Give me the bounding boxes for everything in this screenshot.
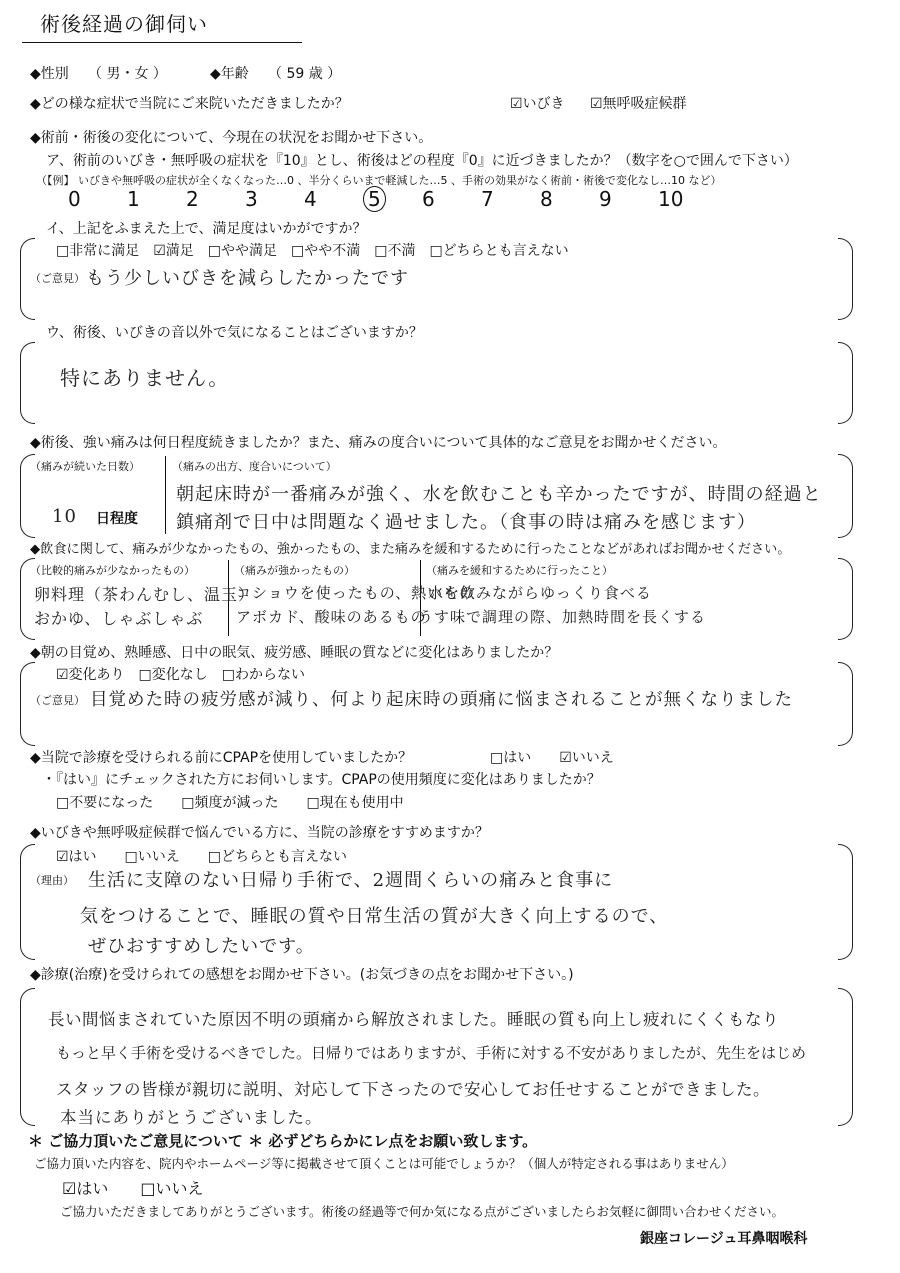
scale-8[interactable]: 8: [540, 187, 553, 211]
q10-line1[interactable]: 長い間悩まされていた原因不明の頭痛から解放されました。睡眠の質も向上し疲れにくくもなり: [48, 1010, 779, 1029]
q3-opinion-label: （ご意見）: [30, 272, 85, 285]
q3-question: イ、上記をふまえた上で、満足度はいかがですか？: [46, 221, 367, 237]
q5-detail-label: （痛みの出方、度合いについて）: [172, 460, 337, 473]
q4-bracket-right: [838, 342, 853, 424]
clinic-name: 銀座コレージュ耳鼻咽喉科: [640, 1231, 808, 1247]
q10-bracket-right: [838, 988, 853, 1126]
q5-divider: [165, 456, 166, 534]
q1-option-snoring[interactable]: ☑いびき: [510, 96, 565, 112]
q6-col2-line2[interactable]: アボカド、酸味のあるもの: [236, 608, 427, 626]
q6-bracket-right: [838, 558, 853, 640]
q3-opinion[interactable]: もう少しいびきを減らしたかったです: [86, 268, 409, 289]
q2-sub-a: ア、術前のいびき・無呼吸の症状を『10』とし、術後はどの程度『0』に近づきましたか？（数字を○で囲んで下さい）: [46, 153, 798, 169]
q10-line2[interactable]: もっと早く手術を受けるべきでした。日帰りではありますが、手術に対する不安がありましたが、先生をはじめ: [56, 1044, 807, 1062]
footer-thanks: ご協力いただきましてありがとうございます。術後の経過等で何か気になる点がございましたらお気軽に御問い合わせください。: [60, 1204, 785, 1219]
q5-detail-line1[interactable]: 朝起床時が一番痛みが強く、水を飲むことも辛かったですが、時間の経過と: [176, 484, 822, 505]
scale-2[interactable]: 2: [186, 187, 199, 211]
q6-col1-label: （比較的痛みが少なかったもの）: [30, 564, 195, 577]
title-underline: [22, 42, 302, 43]
q5-days-value[interactable]: 10: [52, 506, 77, 527]
q5-days-label: （痛みが続いた日数）: [30, 460, 140, 473]
footer-question: ご協力頂いた内容を、院内やホームページ等に掲載させて頂くことは可能でしょうか？（個人が特定される事はありません）: [34, 1156, 734, 1171]
q10-question: ◆診療(治療)を受けられての感想をお聞かせ下さい。(お気づきの点をお聞かせ下さい。): [30, 967, 574, 983]
footer-notice: ＊ ご協力頂いたご意見について ＊ 必ずどちらかにレ点をお願い致します。: [28, 1132, 538, 1150]
q9-reason-label: （理由）: [30, 874, 74, 887]
q9-bracket-left: [20, 844, 35, 960]
scale-4[interactable]: 4: [304, 187, 317, 211]
page-title: 術後経過の御伺い: [40, 12, 208, 36]
q6-col3-line1[interactable]: 水を飲みながらゆっくり食べる: [428, 584, 652, 602]
gender-label: ◆性別: [30, 66, 69, 82]
scale-6[interactable]: 6: [422, 187, 435, 211]
q1-option-apnea[interactable]: ☑無呼吸症候群: [590, 96, 687, 112]
q9-reason-line2[interactable]: 気をつけることで、睡眠の質や日常生活の質が大きく向上するので、: [80, 906, 669, 927]
scale-0[interactable]: 0: [68, 187, 81, 211]
q7-opinion[interactable]: 目覚めた時の疲労感が減り、何より起床時の頭痛に悩まされることが無くなりました: [90, 690, 793, 710]
q5-question: ◆術後、強い痛みは何日程度続きましたか？また、痛みの度合いについて具体的なご意見をお聞かせください。: [30, 435, 727, 451]
age-value[interactable]: （ 59 歳 ）: [268, 66, 342, 82]
q2-question: ◆術前・術後の変化について、今現在の状況をお聞かせ下さい。: [30, 130, 433, 146]
scale-3[interactable]: 3: [245, 187, 258, 211]
scale-1[interactable]: 1: [127, 187, 140, 211]
q9-reason-line3[interactable]: ぜひおすすめしたいです。: [88, 936, 315, 957]
q7-options[interactable]: ☑変化あり □変化なし □わからない: [56, 667, 306, 683]
q9-bracket-right: [838, 844, 853, 960]
q10-line4[interactable]: 本当にありがとうございました。: [60, 1108, 323, 1127]
q6-col1-line1[interactable]: 卵料理（茶わんむし、温玉）: [34, 585, 256, 604]
scale-9[interactable]: 9: [599, 187, 612, 211]
q1-question: ◆どの様な症状で当院にご来院いただきましたか？: [30, 96, 349, 112]
q9-question: ◆いびきや無呼吸症候群で悩んでいる方に、当院の診療をすすめますか？: [30, 825, 489, 841]
q6-col3-label: （痛みを緩和するために行ったこと）: [426, 564, 613, 577]
q9-reason-line1[interactable]: 生活に支障のない日帰り手術で、2週間くらいの痛みと食事に: [88, 870, 614, 891]
q9-options[interactable]: ☑はい □いいえ □どちらとも言えない: [56, 849, 348, 865]
q7-opinion-label: （ご意見）: [30, 694, 85, 707]
scale-7[interactable]: 7: [481, 187, 494, 211]
footer-options[interactable]: ☑はい □いいえ: [62, 1179, 204, 1198]
q6-col2-label: （痛みが強かったもの）: [234, 564, 355, 577]
q7-bracket-right: [838, 662, 853, 746]
q6-col3-line2[interactable]: うす味で調理の際、加熱時間を長くする: [418, 608, 707, 626]
age-label: ◆年齢: [210, 66, 249, 82]
q6-col1-line2[interactable]: おかゆ、しゃぶしゃぶ: [34, 609, 204, 628]
scale-5-circled: 5: [363, 186, 386, 212]
q10-line3[interactable]: スタッフの皆様が親切に説明、対応して下さったので安心してお任せすることができました。: [56, 1080, 770, 1099]
q2-scale: [68, 186, 717, 212]
q4-bracket-left: [20, 342, 35, 424]
q4-question: ウ、術後、いびきの音以外で気になることはございますか？: [46, 325, 423, 341]
q7-question: ◆朝の目覚め、熟睡感、日中の眠気、疲労感、睡眠の質などに変化はありましたか？: [30, 645, 559, 661]
q3-options[interactable]: □非常に満足 ☑満足 □やや満足 □やや不満 □不満 □どちらとも言えない: [56, 243, 569, 259]
q8-options[interactable]: □はい ☑いいえ: [490, 750, 614, 766]
scale-10[interactable]: 10: [658, 187, 684, 211]
q6-col2-line1[interactable]: コショウを使ったもの、熱いもの: [236, 584, 476, 602]
q5-bracket-right: [838, 454, 853, 538]
q3-bracket-right: [838, 238, 853, 320]
gender-value[interactable]: （ 男・女 ）: [88, 66, 167, 82]
q10-bracket-left: [20, 988, 35, 1126]
q4-answer[interactable]: 特にありません。: [60, 366, 230, 390]
q8-question: ◆当院で診療を受けられる前にCPAPを使用していましたか？: [30, 750, 413, 766]
q8-sub-options[interactable]: □不要になった □頻度が減った □現在も使用中: [56, 795, 404, 811]
q6-question: ◆飲食に関して、痛みが少なかったもの、強かったもの、また痛みを緩和するために行ったことなどがあればお聞かせください。: [30, 542, 791, 557]
q2-example: （【例】 いびきや無呼吸の症状が全くなくなった…0 、半分くらいまで軽減した…5 、手術の効果がなく術前・術後で変化なし…10 など）: [36, 174, 722, 187]
q5-days-unit: 日程度: [96, 511, 138, 527]
q8-sub-question: ・『はい』にチェックされた方にお伺いします。CPAPの使用頻度に変化はありましたか？: [42, 772, 601, 788]
q5-detail-line2[interactable]: 鎮痛剤で日中は問題なく過せました。（食事の時は痛みを感じます）: [176, 512, 756, 533]
scale-5[interactable]: [363, 186, 422, 212]
